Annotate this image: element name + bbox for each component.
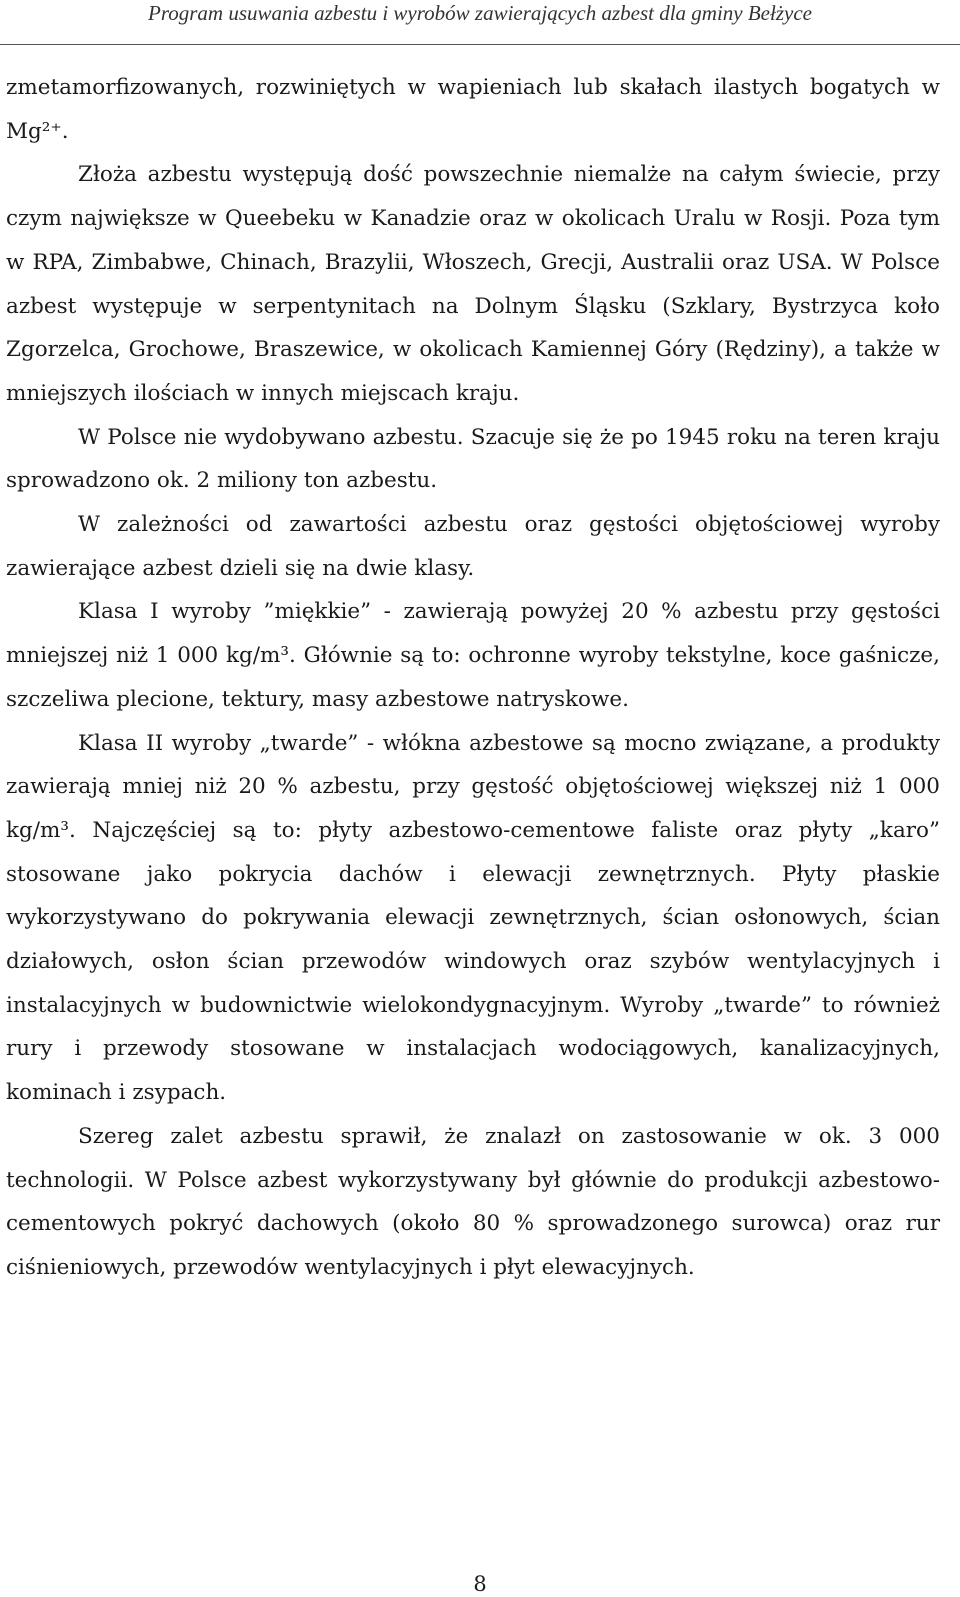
page-number: 8: [473, 1572, 487, 1596]
page-header: [0, 0, 960, 46]
paragraph-4: W zależności od zawartości azbestu oraz gęstości objętościowej wyroby zawierające azbest dzieli się na dwie klasy.: [6, 512, 940, 581]
paragraph-6: Klasa II wyroby „twarde” - włókna azbestowe są mocno związane, a produkty zawierają mniej niż 20 % azbestu, przy gęstość objętościowej większej niż 1 000 kg/m³. Najczęściej są to: płyty azbestowo-cementowe faliste oraz płyty „karo” stosowane jako pokrycia dachów i elewacji zewnętrznych. Płyty płaskie wykorzystywano do pokrywania elewacji zewnętrznych, ścian osłonowych, ścian działowych, osłon ścian przewodów windowych oraz szybów wentylacyjnych i instalacyjnych w budownictwie wielokondygnacyjnym. Wyroby „twarde” to również rury i przewody stosowane w instalacjach wodociągowych, kanalizacyjnych, kominach i zsypach.: [6, 730, 940, 1106]
paragraph-1: zmetamorfizowanych, rozwiniętych w wapieniach lub skałach ilastych bogatych w Mg²⁺.: [6, 75, 940, 144]
document-body: [6, 66, 940, 1290]
paragraph-7: Szereg zalet azbestu sprawił, że znalazł on zastosowanie w ok. 3 000 technologii. W Polsce azbest wykorzystywany był głównie do produkcji azbestowo-cementowych pokryć dachowych (około 80 % sprowadzonego surowca) oraz rur ciśnieniowych, przewodów wentylacyjnych i płyt elewacyjnych.: [6, 1123, 940, 1280]
paragraph-3: W Polsce nie wydobywano azbestu. Szacuje się że po 1945 roku na teren kraju sprowadzono ok. 2 miliony ton azbestu.: [6, 424, 940, 494]
header-title: Program usuwania azbestu i wyrobów zawierających azbest dla gminy Bełżyce: [148, 1, 812, 25]
paragraph-2: Złoża azbestu występują dość powszechnie niemalże na całym świecie, przy czym największe w Queebeku w Kanadzie oraz w okolicach Uralu w Rosji. Poza tym w RPA, Zimbabwe, Chinach, Brazylii, Włoszech, Grecji, Australii oraz USA. W Polsce azbest występuje w serpentynitach na Dolnym Śląsku (Szklary, Bystrzyca koło Zgorzelca, Grochowe, Braszewice, w okolicach Kamiennej Góry (Rędziny), a także w mniejszych ilościach w innych miejscach kraju.: [6, 162, 940, 406]
header-rule: [0, 44, 960, 45]
paragraph-5: Klasa I wyroby ”miękkie” - zawierają powyżej 20 % azbestu przy gęstości mniejszej niż 1 000 kg/m³. Głównie są to: ochronne wyroby tekstylne, koce gaśnicze, szczeliwa plecione, tektury, masy azbestowe natryskowe.: [6, 599, 940, 712]
